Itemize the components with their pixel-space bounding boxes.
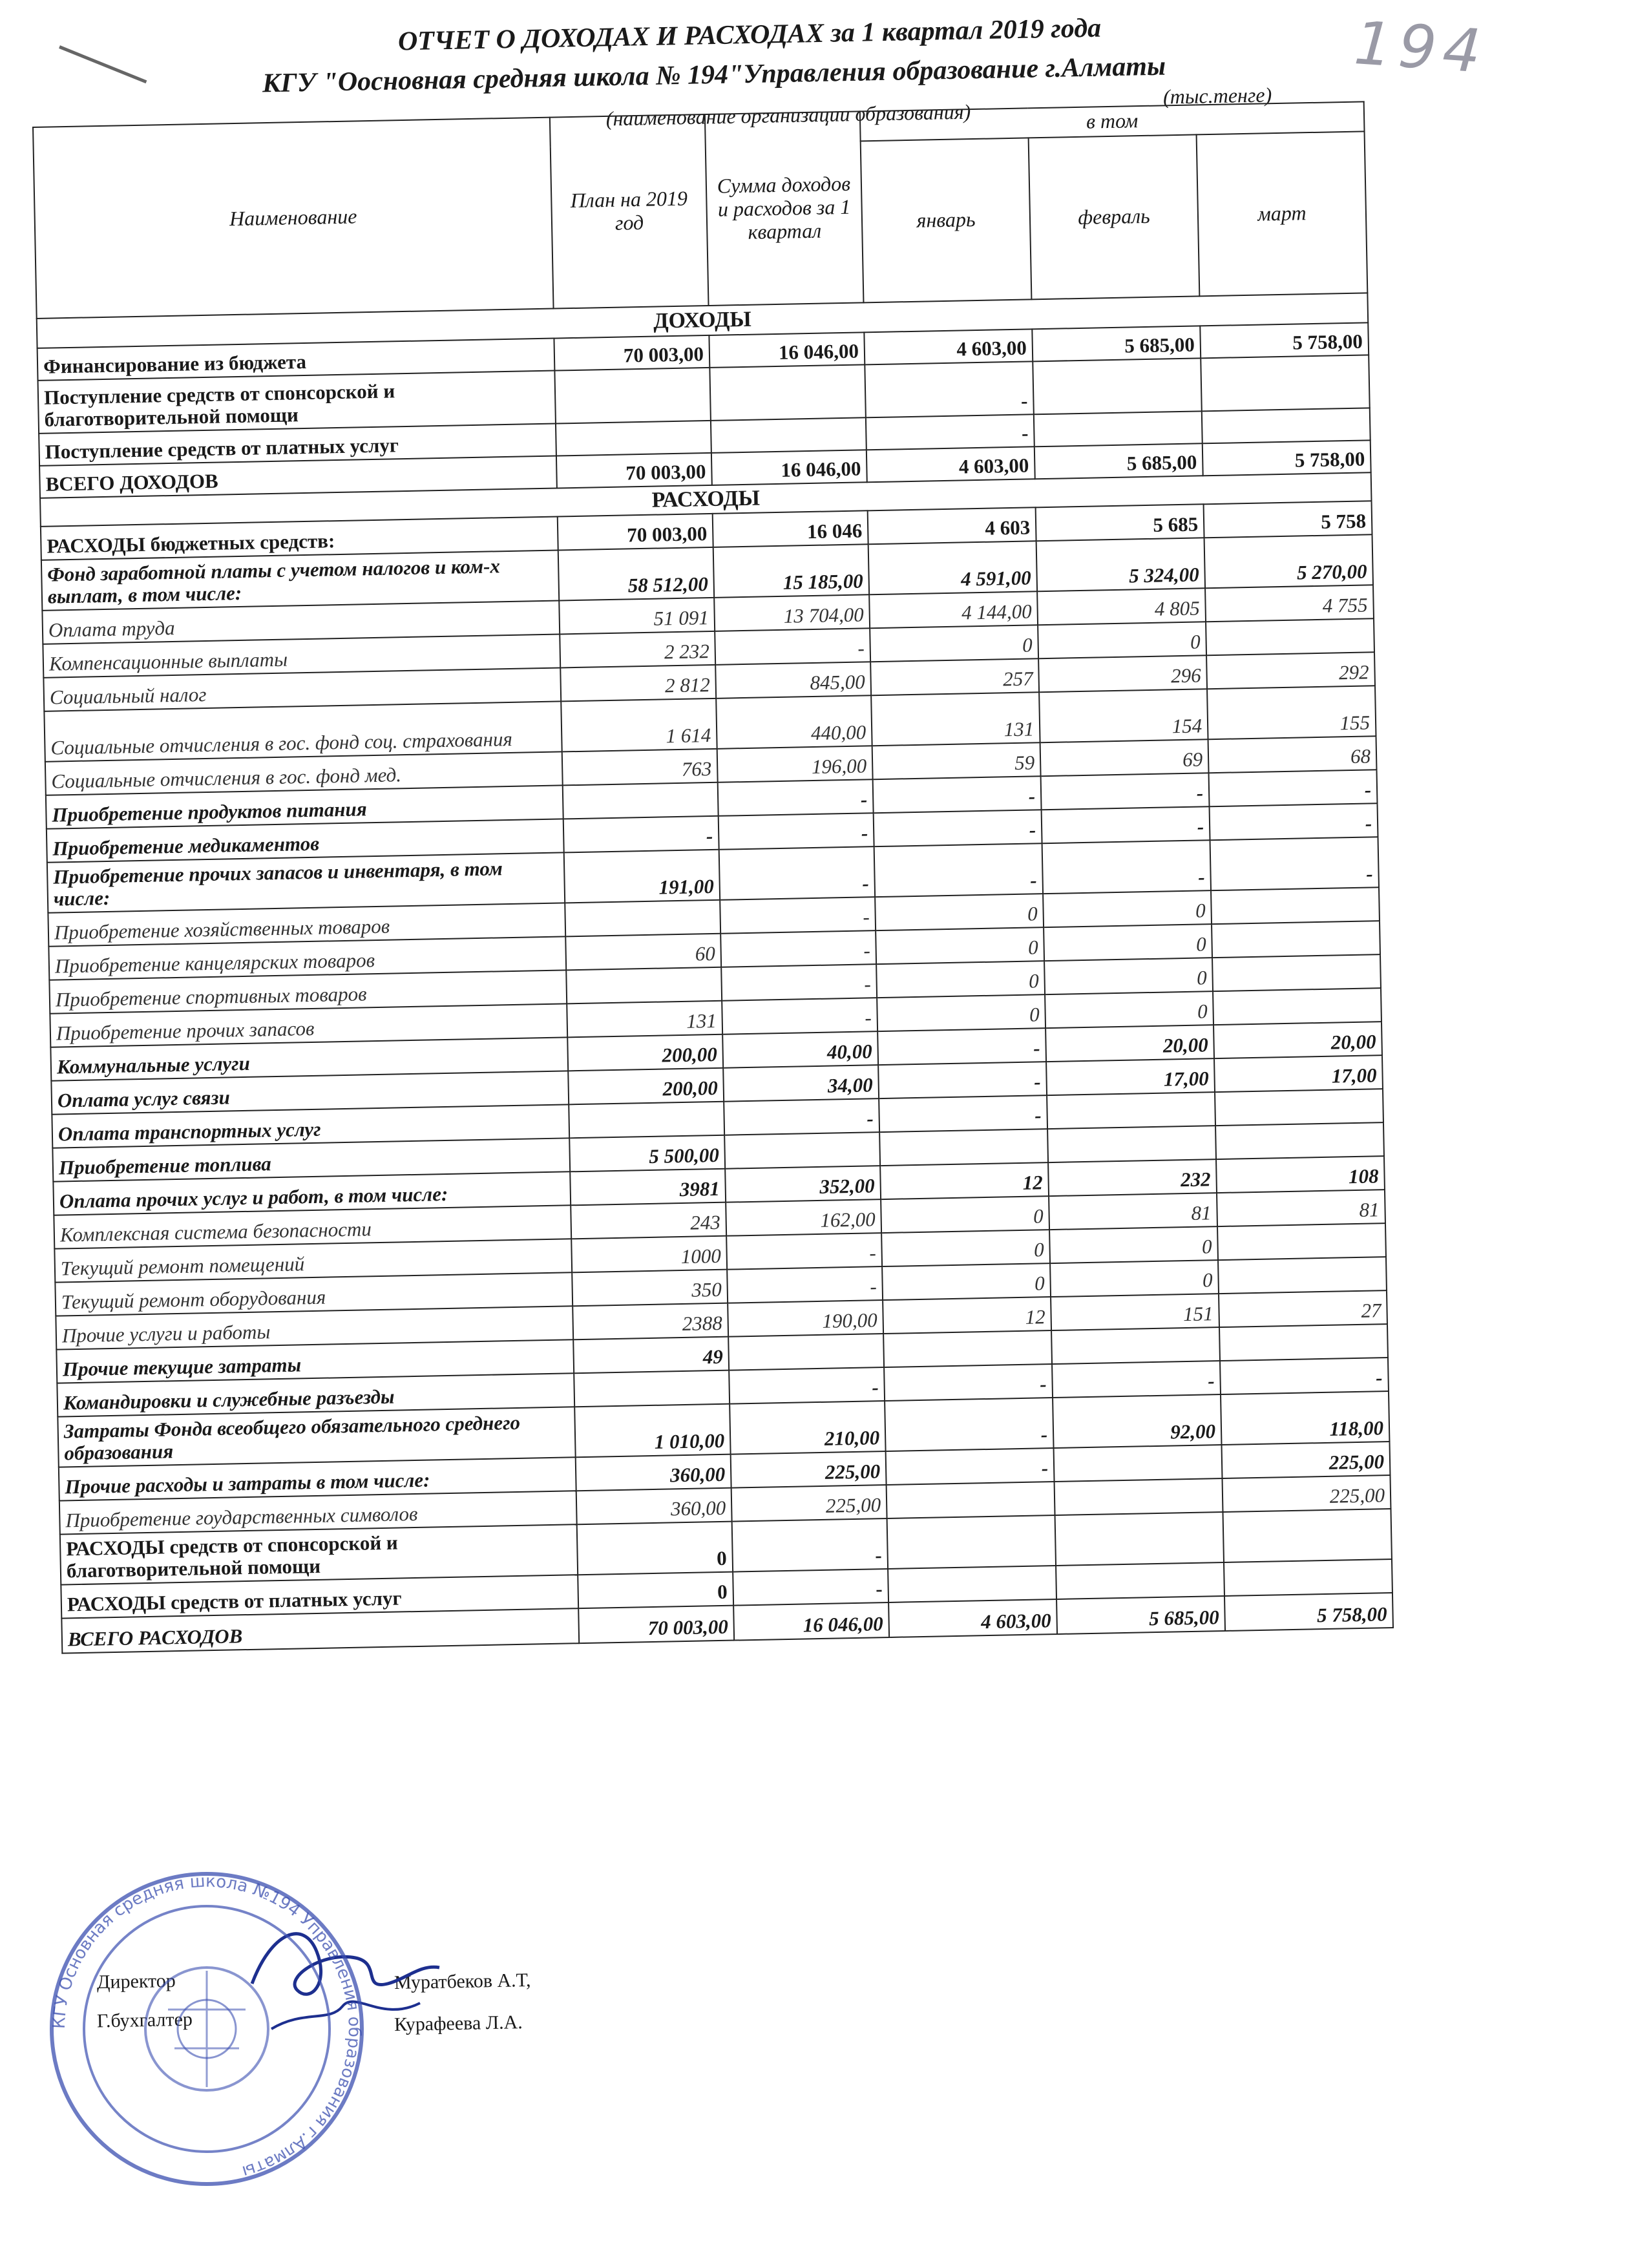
cell-mar [1217,1223,1386,1260]
cell-mar: - [1210,837,1379,890]
cell-jan: 0 [881,1230,1050,1266]
header-in-that: в том [860,101,1365,141]
cell-feb: 232 [1048,1159,1217,1196]
cell-feb: 4 805 [1037,588,1206,625]
pen-mark [59,45,147,83]
cell-sum: 210,00 [730,1401,885,1454]
cell-feb: 0 [1038,622,1206,658]
cell-feb [1056,1562,1224,1599]
organization-caption: (наименование организации образования) [605,100,971,131]
cell-mar [1223,1509,1392,1562]
row-label: Оплата услуг связи [51,1071,569,1114]
cell-jan: - [873,776,1042,813]
cell-jan: 0 [875,894,1044,930]
row-label: Приобретение топлива [52,1138,570,1181]
cell-jan [879,1129,1048,1166]
cell-plan [565,900,720,937]
cell-plan: 1 010,00 [574,1404,730,1458]
cell-mar [1202,408,1371,443]
row-label: Прочие услуги и работы [56,1306,573,1349]
cell-sum: 15 185,00 [713,544,869,598]
cell-jan: - [885,1398,1053,1451]
director-name: Муратбеков А.Т, [394,1969,531,1994]
row-label: Компенсационные выплаты [43,635,560,678]
cell-plan: 2 232 [560,631,715,668]
cell-mar: - [1220,1358,1389,1394]
cell-jan: - [877,1028,1046,1065]
header-plan: План на 2019 год [550,114,709,309]
cell-sum [709,364,866,421]
cell-sum: 40,00 [722,1031,878,1068]
cell-feb [1055,1512,1224,1566]
cell-feb: 0 [1045,991,1213,1028]
cell-jan: 4 603 [868,507,1036,544]
row-label: РАСХОДЫ бюджетных средств: [41,517,558,560]
cell-jan: - [865,361,1034,417]
cell-plan: 243 [571,1202,726,1239]
cell-mar: 27 [1219,1290,1387,1327]
header-jan: январь [861,138,1032,302]
organization-name: КГУ "Оосновная средняя школа № 194"Управления образование г.Алматы [262,51,1166,99]
row-label: РАСХОДЫ средств от спонсорской и благотворительной помощи [60,1524,578,1584]
row-label: Приобретение прочих запасов [50,1003,567,1047]
cell-sum: - [720,897,876,934]
report-table-wrap [32,101,1392,1654]
cell-sum: - [721,964,877,1001]
cell-jan: 12 [880,1162,1049,1199]
cell-plan: 1 614 [561,698,717,752]
cell-plan: 350 [572,1270,728,1307]
cell-plan: 51 091 [559,598,715,635]
cell-jan: 0 [881,1196,1049,1233]
cell-jan: - [866,414,1035,450]
row-label: Приобретение гоударственных символов [59,1491,577,1534]
cell-sum: 16 046 [713,510,868,547]
cell-jan: 12 [883,1297,1051,1334]
row-label: Социальные отчисления в гос. фонд соц. страхования [44,702,562,762]
cell-sum: 190,00 [728,1300,883,1337]
row-label: Социальный налог [43,668,561,711]
cell-mar [1211,887,1380,924]
cell-feb [1047,1126,1216,1162]
header-feb: февраль [1029,134,1200,299]
cell-sum [711,417,867,453]
cell-plan: 763 [562,749,718,786]
cell-mar: 20,00 [1213,1022,1382,1058]
cell-jan: 0 [876,961,1045,998]
cell-sum: 225,00 [731,1485,887,1522]
cell-sum: - [722,998,877,1034]
cell-mar: - [1210,803,1378,840]
handwritten-number: 194 [1352,8,1490,87]
cell-feb: - [1041,773,1210,810]
stamp-text: КГУ Основная средняя школа №194 Управления образования г.Алматы [49,1871,364,2181]
cell-sum: - [719,846,875,900]
cell-plan [556,421,711,456]
cell-mar: 4 755 [1205,585,1374,622]
cell-jan: 4 603,00 [867,446,1035,482]
cell-sum: 196,00 [717,746,873,782]
cell-jan: - [879,1095,1047,1132]
cell-sum: 16 046,00 [711,450,867,485]
section-income: ДОХОДЫ [37,293,1369,348]
cell-plan: 70 003,00 [554,335,709,371]
cell-plan: 360,00 [576,1488,732,1525]
cell-jan: - [874,810,1042,846]
cell-feb: 69 [1040,739,1209,776]
row-label: Затраты Фонда всеобщего обязательного среднего образования [58,1407,575,1467]
cell-mar: 155 [1207,686,1376,739]
cell-plan: 70 003,00 [578,1606,734,1644]
cell-mar [1215,1089,1383,1126]
row-label: Коммунальные услуги [50,1037,568,1080]
row-label: Текущий ремонт оборудования [55,1272,572,1316]
row-label: Приобретение прочих запасов и инвентаря, в том числе: [47,852,565,912]
row-label: Оплата транспортных услуг [52,1104,569,1148]
cell-mar: - [1209,770,1378,806]
cell-sum: 440,00 [716,695,872,749]
cell-plan: 60 [565,934,721,971]
cell-plan [569,1102,724,1139]
cell-sum: - [724,1098,879,1135]
cell-mar [1212,921,1380,958]
cell-feb: 0 [1043,890,1212,927]
cell-mar [1212,954,1381,991]
accountant-label: Г.бухгалтер [96,2008,193,2032]
cell-mar: 5 758,00 [1200,322,1369,358]
cell-sum: 16 046,00 [733,1602,889,1641]
cell-jan: 0 [876,927,1044,964]
row-label: Приобретение хозяйственных товаров [48,903,565,946]
report-body [37,293,1393,1653]
row-label: Командировки и служебные разъезды [57,1373,574,1416]
cell-mar [1219,1324,1388,1361]
header-name: Наименование [33,118,554,319]
cell-feb [1051,1327,1220,1364]
row-label: РАСХОДЫ средств от платных услуг [61,1575,578,1618]
cell-feb: 92,00 [1053,1394,1221,1448]
unit-label: (тыс.тенге) [1162,83,1272,109]
cell-plan: 191,00 [564,850,720,903]
cell-sum: 225,00 [731,1451,887,1488]
row-label: Приобретение продуктов питания [46,786,563,829]
cell-mar: 225,00 [1222,1442,1391,1478]
report-title: ОТЧЕТ О ДОХОДАХ И РАСХОДАХ за 1 квартал 2019 года [397,13,1102,57]
cell-plan: 131 [567,1001,722,1038]
row-label: Оплата труда [42,601,560,644]
cell-feb: 0 [1050,1260,1219,1297]
report-table [32,101,1394,1654]
cell-jan: - [874,843,1043,897]
row-label: Финансирование из бюджета [37,339,555,381]
cell-plan: - [563,816,719,853]
cell-plan: 3981 [570,1169,726,1206]
cell-feb [1047,1092,1215,1129]
cell-sum: 13 704,00 [714,594,870,631]
cell-feb: - [1052,1361,1221,1398]
cell-mar: 68 [1208,736,1377,773]
cell-feb: 0 [1049,1226,1218,1263]
row-label: ВСЕГО ДОХОДОВ [39,456,557,498]
cell-mar [1201,355,1370,411]
cell-feb: 5 685,00 [1056,1596,1225,1634]
cell-feb: 5 685,00 [1035,443,1203,479]
cell-jan: 0 [877,994,1045,1031]
row-label: Фонд заработной платы с учетом налогов и ком-х выплат, в том числе: [41,551,559,611]
cell-feb: - [1042,806,1210,843]
cell-plan: 58 512,00 [558,547,714,601]
cell-plan: 200,00 [567,1034,723,1071]
cell-mar: 292 [1206,652,1375,689]
cell-mar: 5 758 [1204,501,1372,538]
cell-feb: 5 324,00 [1036,538,1205,591]
cell-plan: 0 [578,1572,733,1609]
cell-feb: 81 [1049,1193,1217,1230]
cell-jan: 131 [871,692,1040,746]
cell-feb [1054,1445,1223,1482]
cell-plan: 49 [573,1337,729,1374]
cell-jan: 257 [870,658,1039,695]
row-label: Поступление средств от спонсорской и благотворительной помощи [38,371,556,434]
cell-plan: 200,00 [568,1068,724,1105]
cell-plan [574,1370,730,1407]
row-label: Прочие текущие затраты [56,1339,574,1383]
cell-feb: - [1042,840,1211,894]
cell-sum: - [729,1367,885,1404]
accountant-name: Курафеева Л.А. [394,2011,523,2035]
cell-jan: 59 [872,742,1041,779]
cell-jan [887,1482,1055,1518]
row-label: Социальные отчисления в гос. фонд мед. [45,752,563,795]
cell-plan: 2388 [572,1303,728,1340]
cell-jan: 4 591,00 [868,541,1037,594]
cell-mar: 5 270,00 [1204,534,1373,588]
cell-sum: 34,00 [723,1065,879,1102]
cell-sum: - [732,1518,888,1572]
row-label: Комплексная система безопасности [54,1205,571,1248]
cell-mar: 5 758,00 [1224,1593,1393,1631]
cell-feb: 5 685,00 [1032,326,1201,361]
cell-jan: - [884,1364,1053,1401]
cell-feb: 0 [1044,924,1212,961]
cell-sum: - [718,779,874,816]
cell-sum [728,1334,884,1370]
cell-sum: - [719,813,874,850]
cell-jan: 0 [870,625,1038,662]
cell-jan [883,1330,1052,1367]
cell-feb [1055,1478,1223,1515]
cell-mar [1206,618,1374,655]
cell-mar [1218,1257,1387,1294]
cell-jan [888,1566,1056,1602]
row-label: Приобретение медикаментов [47,819,564,863]
cell-jan: 4 603,00 [888,1599,1057,1637]
cell-feb: 5 685 [1036,504,1204,541]
cell-plan [554,368,711,424]
cell-feb [1033,358,1202,414]
row-label: Поступление средств от платных услуг [39,424,556,466]
cell-feb: 296 [1038,655,1207,692]
cell-plan: 360,00 [576,1454,731,1491]
cell-mar: 5 758,00 [1203,440,1371,476]
cell-sum: 352,00 [725,1166,881,1202]
cell-plan [563,782,719,819]
cell-mar [1215,1122,1384,1159]
cell-mar: 81 [1217,1190,1385,1226]
cell-mar: 118,00 [1221,1391,1389,1445]
cell-mar: 108 [1216,1156,1385,1193]
row-label: Приобретение канцелярских товаров [48,936,566,980]
cell-sum: 845,00 [715,662,871,698]
cell-feb: 154 [1039,689,1208,742]
cell-plan: 70 003,00 [558,514,713,551]
section-expense: РАСХОДЫ [40,472,1371,527]
cell-plan: 1000 [571,1236,727,1273]
row-label: Приобретение спортивных товаров [49,970,567,1013]
row-label: Текущий ремонт помещений [54,1239,572,1282]
director-label: Директор [96,1969,176,1993]
header-mar: март [1197,131,1368,296]
cell-feb: 151 [1051,1294,1219,1330]
cell-sum: 162,00 [726,1199,881,1236]
official-stamp [39,1861,375,2197]
cell-feb: 0 [1044,958,1213,994]
cell-sum: - [720,930,876,967]
row-label: Оплата прочих услуг и работ, в том числе: [53,1171,571,1215]
cell-mar [1224,1559,1392,1596]
cell-feb: 17,00 [1046,1058,1215,1095]
row-label: ВСЕГО РАСХОДОВ [61,1608,579,1653]
cell-plan: 70 003,00 [556,453,712,488]
cell-feb: 20,00 [1045,1025,1214,1062]
cell-sum: - [715,628,870,665]
cell-jan: 4 603,00 [864,329,1033,364]
header-sum: Сумма доходов и расходов за 1 квартал [705,111,864,306]
cell-sum [724,1132,880,1169]
cell-feb [1034,411,1203,446]
cell-jan: 4 144,00 [869,591,1038,628]
cell-mar: 225,00 [1223,1475,1391,1512]
cell-sum: 16 046,00 [709,332,865,368]
cell-plan [566,967,722,1004]
cell-plan: 5 500,00 [569,1135,725,1172]
cell-jan: - [886,1448,1055,1485]
cell-jan: 0 [882,1263,1051,1300]
cell-jan [887,1515,1056,1569]
cell-sum: - [726,1233,882,1270]
cell-plan: 0 [577,1522,733,1575]
cell-mar [1213,988,1381,1025]
row-label: Прочие расходы и затраты в том числе: [59,1457,576,1500]
cell-mar: 17,00 [1214,1055,1383,1092]
cell-jan: - [878,1062,1047,1098]
cell-sum: - [727,1266,883,1303]
cell-plan: 2 812 [560,665,716,702]
cell-sum: - [733,1569,888,1606]
